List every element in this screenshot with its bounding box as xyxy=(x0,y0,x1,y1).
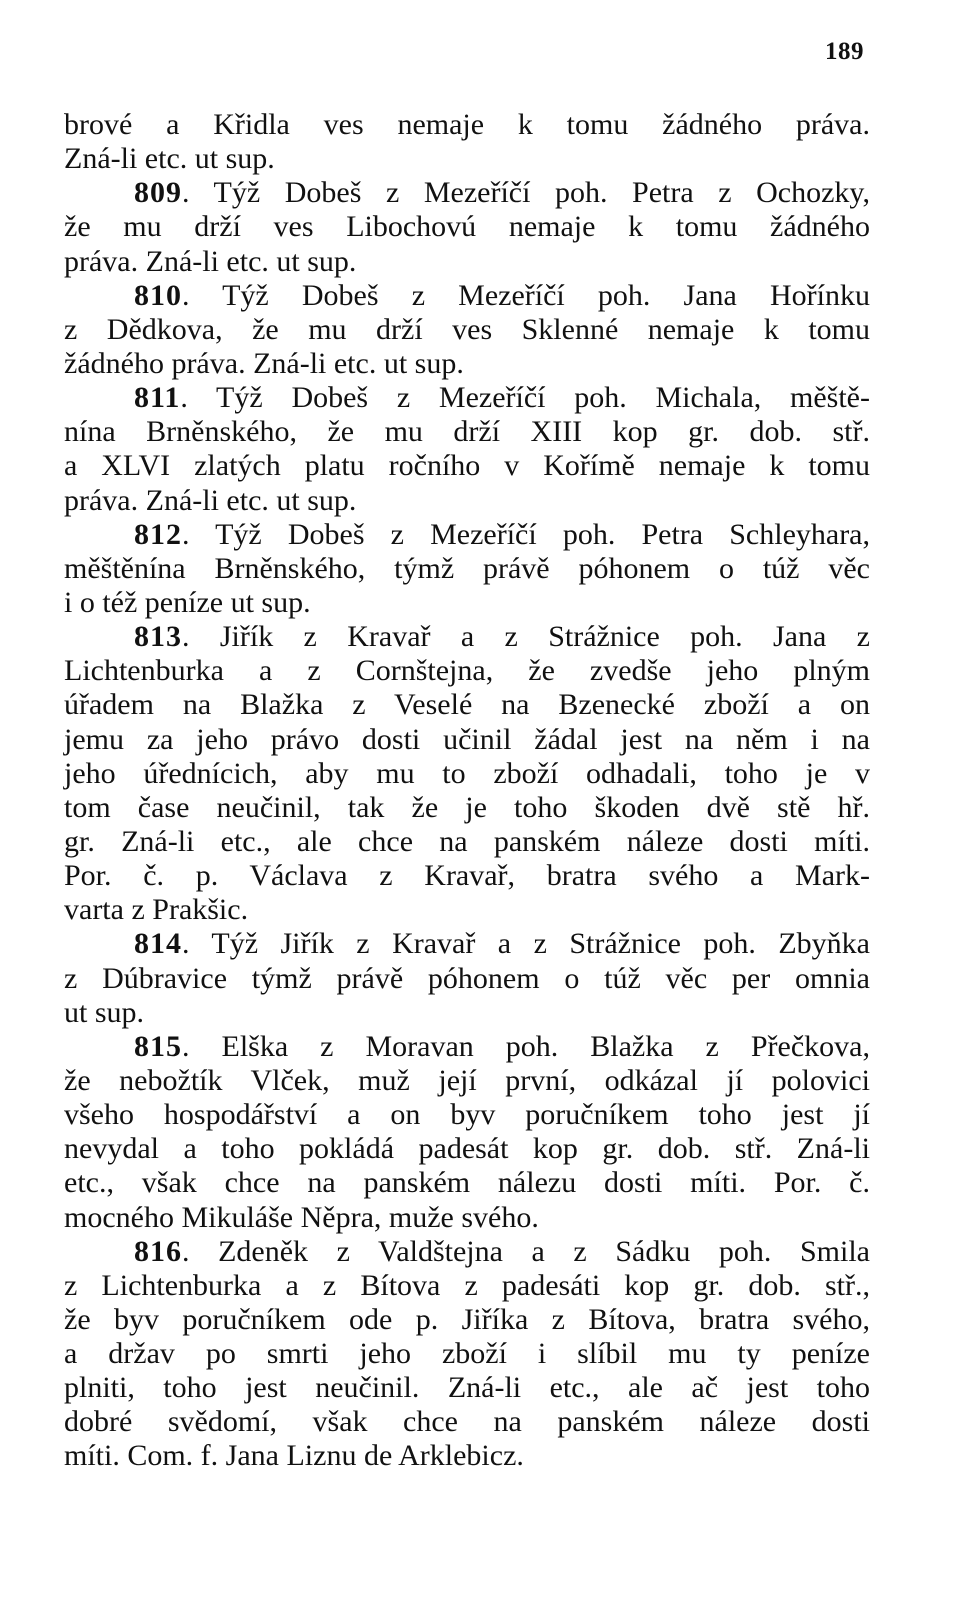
entry-number: 815 xyxy=(134,1029,182,1063)
line-text: dobré svědomí, však chce na panském náleze dosti xyxy=(64,1405,870,1439)
text-line xyxy=(64,1201,870,1235)
line-text: všeho hospodářství a on byv poručníkem toho jest jí xyxy=(64,1098,870,1132)
line-text: měštěnína Brněnského, týmž právě póhonem o túž věc xyxy=(64,551,870,585)
entry-first-line xyxy=(64,279,870,313)
line-text: . Jiřík z Kravař a z Strážnice poh. Jana z xyxy=(182,620,870,654)
text-line xyxy=(64,825,870,859)
entry-number: 811 xyxy=(134,381,181,415)
line-text: že byv poručníkem ode p. Jiříka z Bítova, bratra svého, xyxy=(64,1302,870,1336)
entry-first-line xyxy=(64,518,870,552)
text-line xyxy=(64,108,870,142)
text-line xyxy=(64,1439,870,1473)
line-text: z Dúbravice týmž právě póhonem o túž věc per omnia xyxy=(64,961,870,995)
entry-first-line xyxy=(64,927,870,961)
line-text: Por. č. p. Václava z Kravař, bratra svého a Mark- xyxy=(64,859,870,893)
line-text: plniti, toho jest neučinil. Zná-li etc., ale ač jest toho xyxy=(64,1371,870,1405)
text-line xyxy=(64,210,870,244)
text-line xyxy=(64,415,870,449)
text-line xyxy=(64,893,870,927)
line-text: žádného práva. Zná-li etc. ut sup. xyxy=(64,346,464,380)
text-line xyxy=(64,688,870,722)
text-line xyxy=(64,723,870,757)
line-text: jemu za jeho právo dosti učinil žádal jest na něm i na xyxy=(64,722,870,756)
text-line xyxy=(64,449,870,483)
text-line xyxy=(64,552,870,586)
line-text: úřadem na Blažka z Veselé na Bzenecké zboží a on xyxy=(64,688,870,722)
line-text: brové a Křidla ves nemaje k tomu žádného práva. xyxy=(64,108,870,141)
text-line xyxy=(64,1337,870,1371)
line-text: . Elška z Moravan poh. Blažka z Přečkova, xyxy=(182,1029,870,1063)
text-line xyxy=(64,586,870,620)
entry-first-line xyxy=(64,1030,870,1064)
entry-first-line xyxy=(64,1235,870,1269)
text-line xyxy=(64,859,870,893)
line-text: . Týž Jiřík z Kravař a z Strážnice poh. Zbyňka xyxy=(182,927,870,961)
line-text: etc., však chce na panském nálezu dosti míti. Por. č. xyxy=(64,1166,870,1200)
line-text: Zná-li etc. ut sup. xyxy=(64,142,275,176)
line-text: . Zdeněk z Valdštejna a z Sádku poh. Smila xyxy=(182,1234,870,1268)
text-line xyxy=(64,1303,870,1337)
line-text: že mu drží ves Libochovú nemaje k tomu žádného xyxy=(64,210,870,244)
entry-number: 810 xyxy=(134,278,182,312)
line-text: z Lichtenburka a z Bítova z padesáti kop gr. dob. stř., xyxy=(64,1268,870,1302)
text-line xyxy=(64,962,870,996)
text-line xyxy=(64,142,870,176)
entry-first-line xyxy=(64,176,870,210)
text-line xyxy=(64,1132,870,1166)
entry-first-line xyxy=(64,381,870,415)
entry-first-line xyxy=(64,620,870,654)
line-text: Lichtenburka a z Cornštejna, že zvedše jeho plným xyxy=(64,654,870,688)
page-body-text xyxy=(64,108,870,1474)
line-text: . Týž Dobeš z Mezeříčí poh. Michala, měště- xyxy=(180,381,870,415)
line-text: varta z Prakšic. xyxy=(64,893,249,927)
text-line xyxy=(64,1269,870,1303)
line-text: míti. Com. f. Jana Liznu de Arklebicz. xyxy=(64,1439,524,1473)
entry-number: 814 xyxy=(134,927,182,961)
line-text: mocného Mikuláše Něpra, muže svého. xyxy=(64,1200,539,1234)
line-text: tom čase neučinil, tak že je toho škoden dvě stě hř. xyxy=(64,790,870,824)
line-text: a XLVI zlatých platu ročního v Kořímě nemaje k tomu xyxy=(64,449,870,483)
text-line xyxy=(64,791,870,825)
line-text: že nebožtík Vlček, muž její první, odkázal jí polovici xyxy=(64,1063,870,1097)
text-line xyxy=(64,996,870,1030)
line-text: nína Brněnského, že mu drží XIII kop gr. dob. stř. xyxy=(64,415,870,449)
line-text: a držav po smrti jeho zboží i slíbil mu ty peníze xyxy=(64,1337,870,1371)
entry-number: 809 xyxy=(134,176,182,210)
text-line xyxy=(64,1064,870,1098)
text-line xyxy=(64,654,870,688)
text-line xyxy=(64,245,870,279)
text-line xyxy=(64,1098,870,1132)
line-text: jeho úřednícich, aby mu to zboží odhadali, toho je v xyxy=(64,756,870,790)
text-line xyxy=(64,1405,870,1439)
text-line xyxy=(64,484,870,518)
line-text: . Týž Dobeš z Mezeříčí poh. Petra z Ochozky, xyxy=(182,176,870,210)
entry-number: 813 xyxy=(134,620,182,654)
line-text: práva. Zná-li etc. ut sup. xyxy=(64,483,357,517)
line-text: gr. Zná-li etc., ale chce na panském náleze dosti míti. xyxy=(64,824,870,858)
line-text: ut sup. xyxy=(64,995,145,1029)
line-text: i o též peníze ut sup. xyxy=(64,585,311,619)
text-line xyxy=(64,313,870,347)
page-number: 189 xyxy=(825,38,864,65)
line-text: . Týž Dobeš z Mezeříčí poh. Petra Schleyhara, xyxy=(182,517,870,551)
text-line xyxy=(64,1371,870,1405)
text-line xyxy=(64,757,870,791)
line-text: nevydal a toho pokládá padesát kop gr. dob. stř. Zná-li xyxy=(64,1132,870,1166)
text-line xyxy=(64,1166,870,1200)
line-text: . Týž Dobeš z Mezeříčí poh. Jana Hořínku xyxy=(182,278,870,312)
line-text: práva. Zná-li etc. ut sup. xyxy=(64,244,357,278)
entry-number: 816 xyxy=(134,1234,182,1268)
entry-number: 812 xyxy=(134,517,182,551)
text-line xyxy=(64,347,870,381)
line-text: z Dědkova, že mu drží ves Sklenné nemaje k tomu xyxy=(64,312,870,346)
